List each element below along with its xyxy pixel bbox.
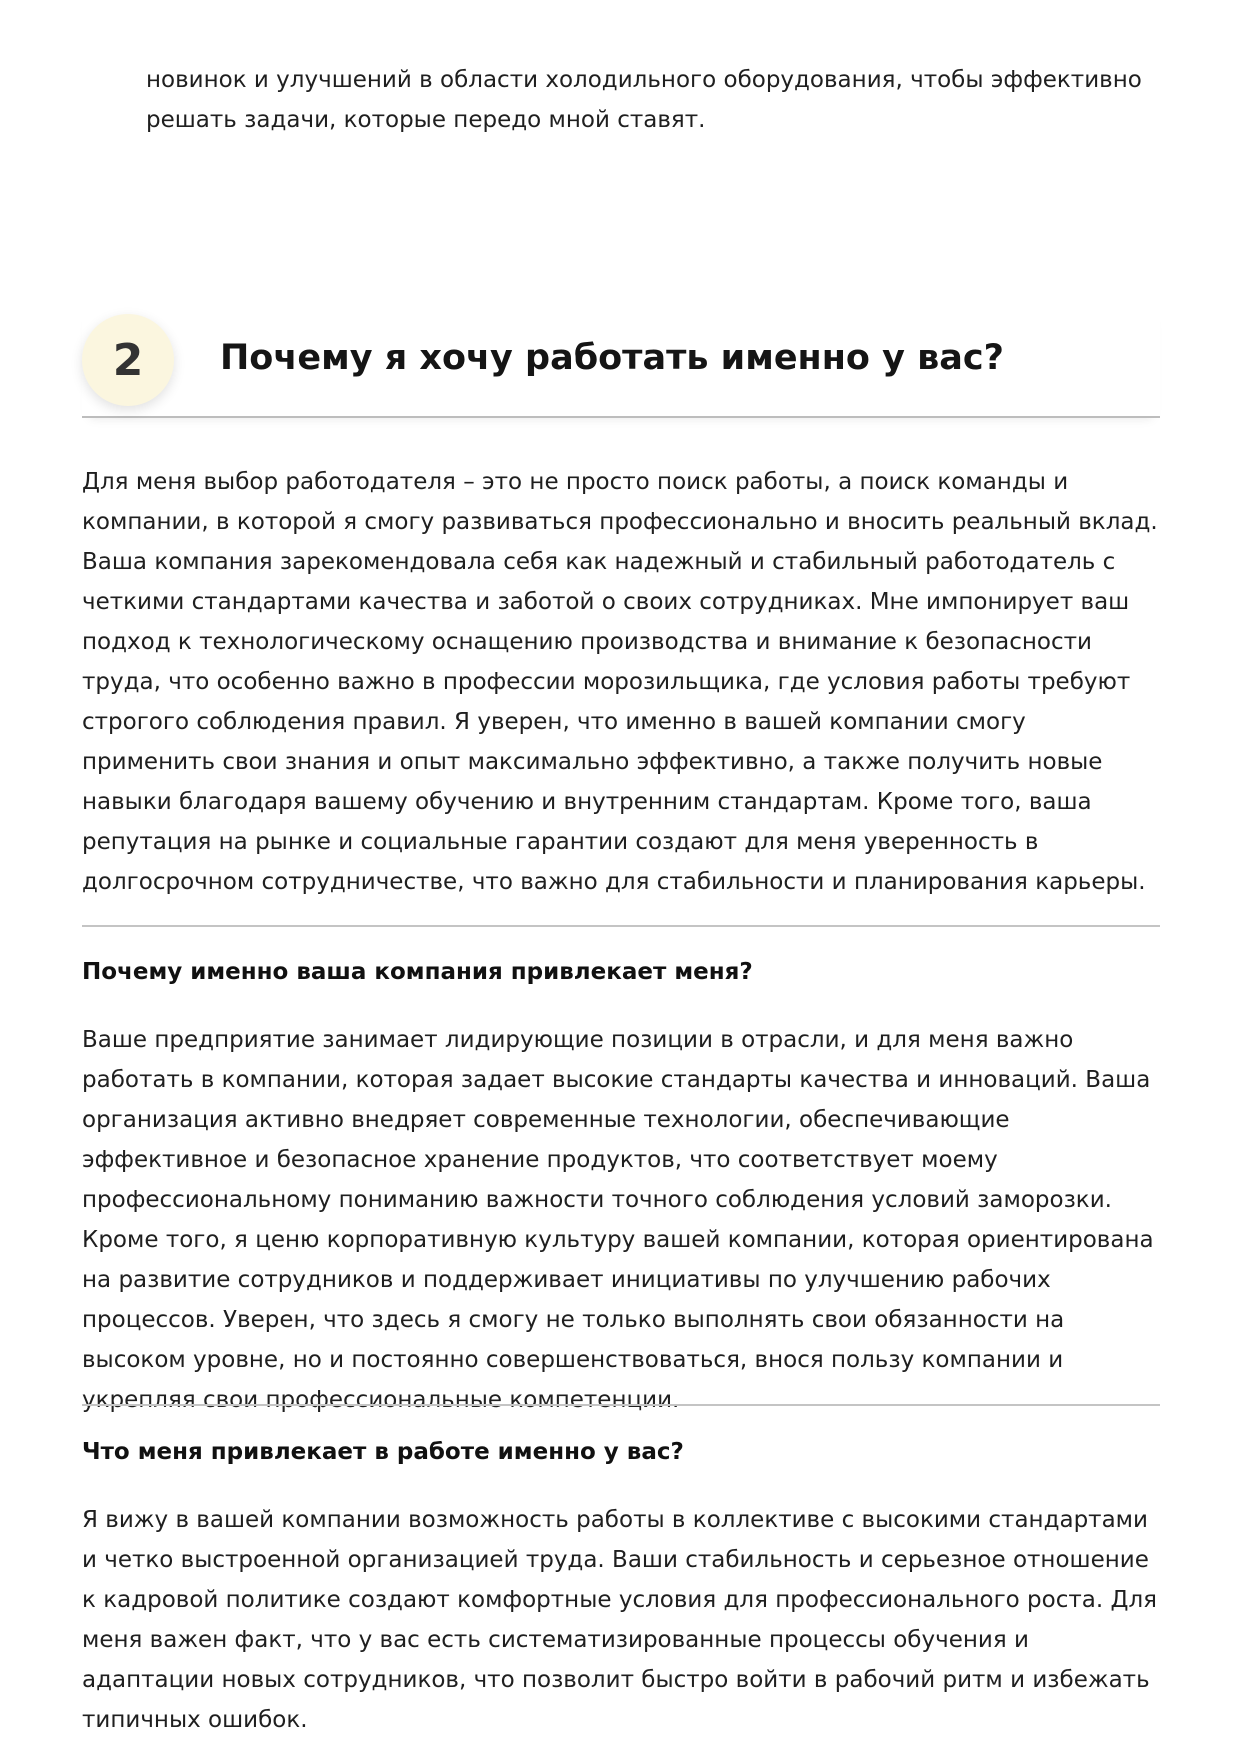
subsection-heading: Что меня привлекает в работе именно у вас?	[82, 1439, 684, 1465]
divider	[82, 1404, 1160, 1406]
main-paragraph: Для меня выбор работодателя – это не просто поиск работы, а поиск команды и компании, в которой я смогу развиваться профессионально и вносить реальный вклад. Ваша компания зарекомендовала себя как надежный и стабильный работодатель с четкими стандартами качества и заботой о своих сотрудниках. Мне импонирует ваш подход к технологическому оснащению производства и внимание к безопасности труда, что особенно важно в профессии морозильщика, где условия работы требуют строгого соблюдения правил. Я уверен, что именно в вашей компании смогу применить свои знания и опыт максимально эффективно, а также получить новые навыки благодаря вашему обучению и внутренним стандартам. Кроме того, ваша репутация на рынке и социальные гарантии создают для меня уверенность в долгосрочном сотрудничестве, что важно для стабильности и планирования карьеры.	[82, 469, 1158, 895]
subsection-heading: Почему именно ваша компания привлекает меня?	[82, 959, 753, 985]
subsection-paragraph: Ваше предприятие занимает лидирующие позиции в отрасли, и для меня важно работать в компании, которая задает высокие стандарты качества и инноваций. Ваша организация активно внедряет современные технологии, обеспечивающие эффективное и безопасное хранение продуктов, что соответствует моему профессиональному пониманию важности точного соблюдения условий заморозки. Кроме того, я ценю корпоративную культуру вашей компании, которая ориентирована на развитие сотрудников и поддерживает инициативы по улучшению рабочих процессов. Уверен, что здесь я смогу не только выполнять свои обязанности на высоком уровне, но и постоянно совершенствоваться, внося пользу компании и укрепляя свои профессиональные компетенции.	[82, 1027, 1154, 1413]
intro-paragraph: новинок и улучшений в области холодильного оборудования, чтобы эффективно решать задачи, которые передо мной ставят.	[146, 67, 1142, 133]
section-number-badge: 2	[82, 314, 174, 406]
divider	[82, 925, 1160, 927]
section-title: Почему я хочу работать именно у вас?	[220, 338, 1004, 378]
section-header	[82, 304, 1160, 418]
subsection-paragraph: Я вижу в вашей компании возможность работы в коллективе с высокими стандартами и четко выстроенной организацией труда. Ваши стабильность и серьезное отношение к кадровой политике создают комфортные условия для профессионального роста. Для меня важен факт, что у вас есть систематизированные процессы обучения и адаптации новых сотрудников, что позволит быстро войти в рабочий ритм и избежать типичных ошибок.	[82, 1507, 1157, 1733]
